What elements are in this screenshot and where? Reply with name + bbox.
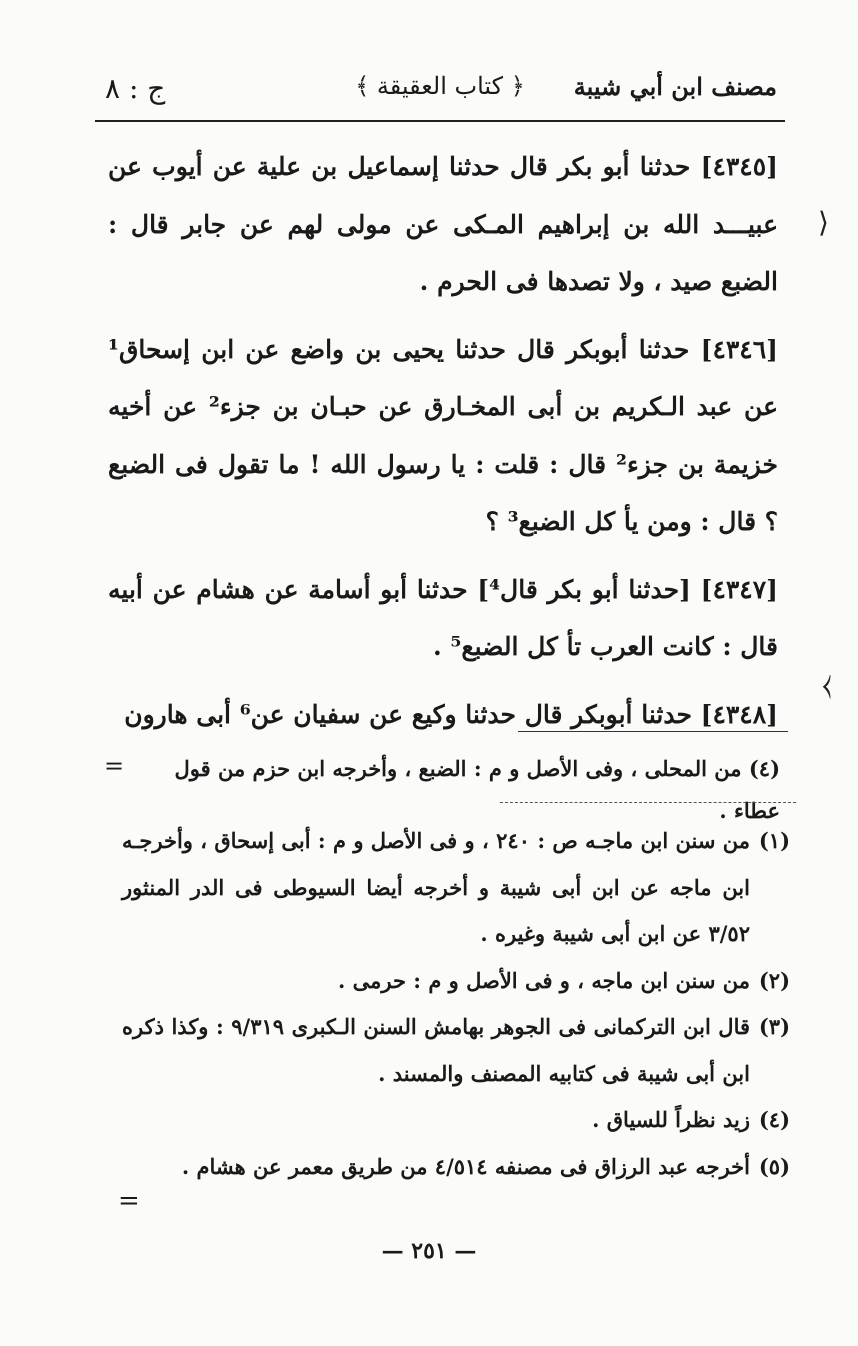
- continued-footnote: (٤) من المحلى ، وفى الأصل و م : الضبع ، وأخرجه ابن حزم من قول عطاء .: [174, 756, 780, 823]
- footnote-text: قال ابن التركمانى فى الجوهر بهامش السنن الـكبرى ٩/٣١٩ : وكذا ذكره ابن أبى شيبة فى كتابيه المصنف والمسند .: [122, 1014, 751, 1086]
- footnote-text: زيد نظراً للسياق .: [592, 1107, 750, 1132]
- page-number: — ٢٥١ —: [381, 1238, 477, 1264]
- hadith-4347: [٤٣٤٧] [حدثنا أبو بكر قال⁴] حدثنا أبو أسامة عن هشام عن أبيه قال : كانت العرب تأ كل الضبع⁵ .: [108, 574, 778, 661]
- margin-mark: ⧼: [822, 668, 832, 701]
- footnote-4: [122, 1097, 790, 1144]
- footnote-1: [122, 818, 790, 958]
- footnote-separator: [518, 731, 788, 732]
- footnote-5: [122, 1144, 790, 1191]
- footnote-text: أخرجه عبد الرزاق فى مصنفه ٤/٥١٤ من طريق معمر عن هشام .: [181, 1153, 750, 1179]
- continues-mark: =: [118, 1186, 140, 1216]
- footnote-number: (٥): [758, 1153, 790, 1179]
- footnote-3: [122, 1004, 790, 1097]
- hadith-4346: [٤٣٤٦] حدثنا أبوبكر قال حدثنا يحيى بن واضع عن ابن إسحاق¹ عن عبد الـكريم بن أبى المخـارق عن حبـان بن جزء² عن أخيه خزيمة بن جزء² قال : قلت : يا رسول الله ! ما تقول فى الضبع ؟ قال : ومن يأ كل الضبع³ ؟: [108, 334, 778, 536]
- margin-mark: ⟩: [818, 206, 829, 239]
- footnotes: [122, 818, 790, 1190]
- book-title: مصنف ابن أبي شيبة: [573, 72, 777, 101]
- footnote-number: (٢): [758, 967, 790, 993]
- hadith-4345: [٤٣٤٥] حدثنا أبو بكر قال حدثنا إسماعيل بن علية عن أيوب عن عبيـــد الله بن إبراهيم المـكى عن مولى لهم عن جابر قال : الضبع صيد ، ولا تصدها فى الحرم .: [108, 152, 778, 296]
- continuation-mark: =: [104, 752, 125, 780]
- footnote-text: من سنن ابن ماجـه ص : ٢٤٠ ، و فى الأصل و م : أبى إسحاق ، وأخرجـه ابن ماجه عن ابن أبى شيبة و أخرجه أيضا السيوطى فى الدر المنثور ٣/٥٢ عن ابن أبى شيبة وغيره .: [122, 828, 750, 946]
- footnote-divider: [500, 802, 796, 803]
- footnote-number: (٣): [758, 1014, 790, 1039]
- running-header: [95, 62, 785, 122]
- footnote-number: (٤): [758, 1107, 790, 1132]
- main-text: [108, 138, 778, 753]
- hadith-4348: [٤٣٤٨] حدثنا أبوبكر قال حدثنا وكيع عن سفيان عن⁶ أبى هارون: [124, 699, 778, 729]
- volume-number: ج : ٨: [105, 72, 166, 105]
- chapter-title: ﴿ كتاب العقيقة ﴾: [355, 72, 525, 100]
- footnote-text: من سنن ابن ماجه ، و فى الأصل و م : حرمى .: [338, 967, 750, 993]
- footnote-number: (١): [758, 828, 790, 853]
- footnote-2: [122, 958, 790, 1005]
